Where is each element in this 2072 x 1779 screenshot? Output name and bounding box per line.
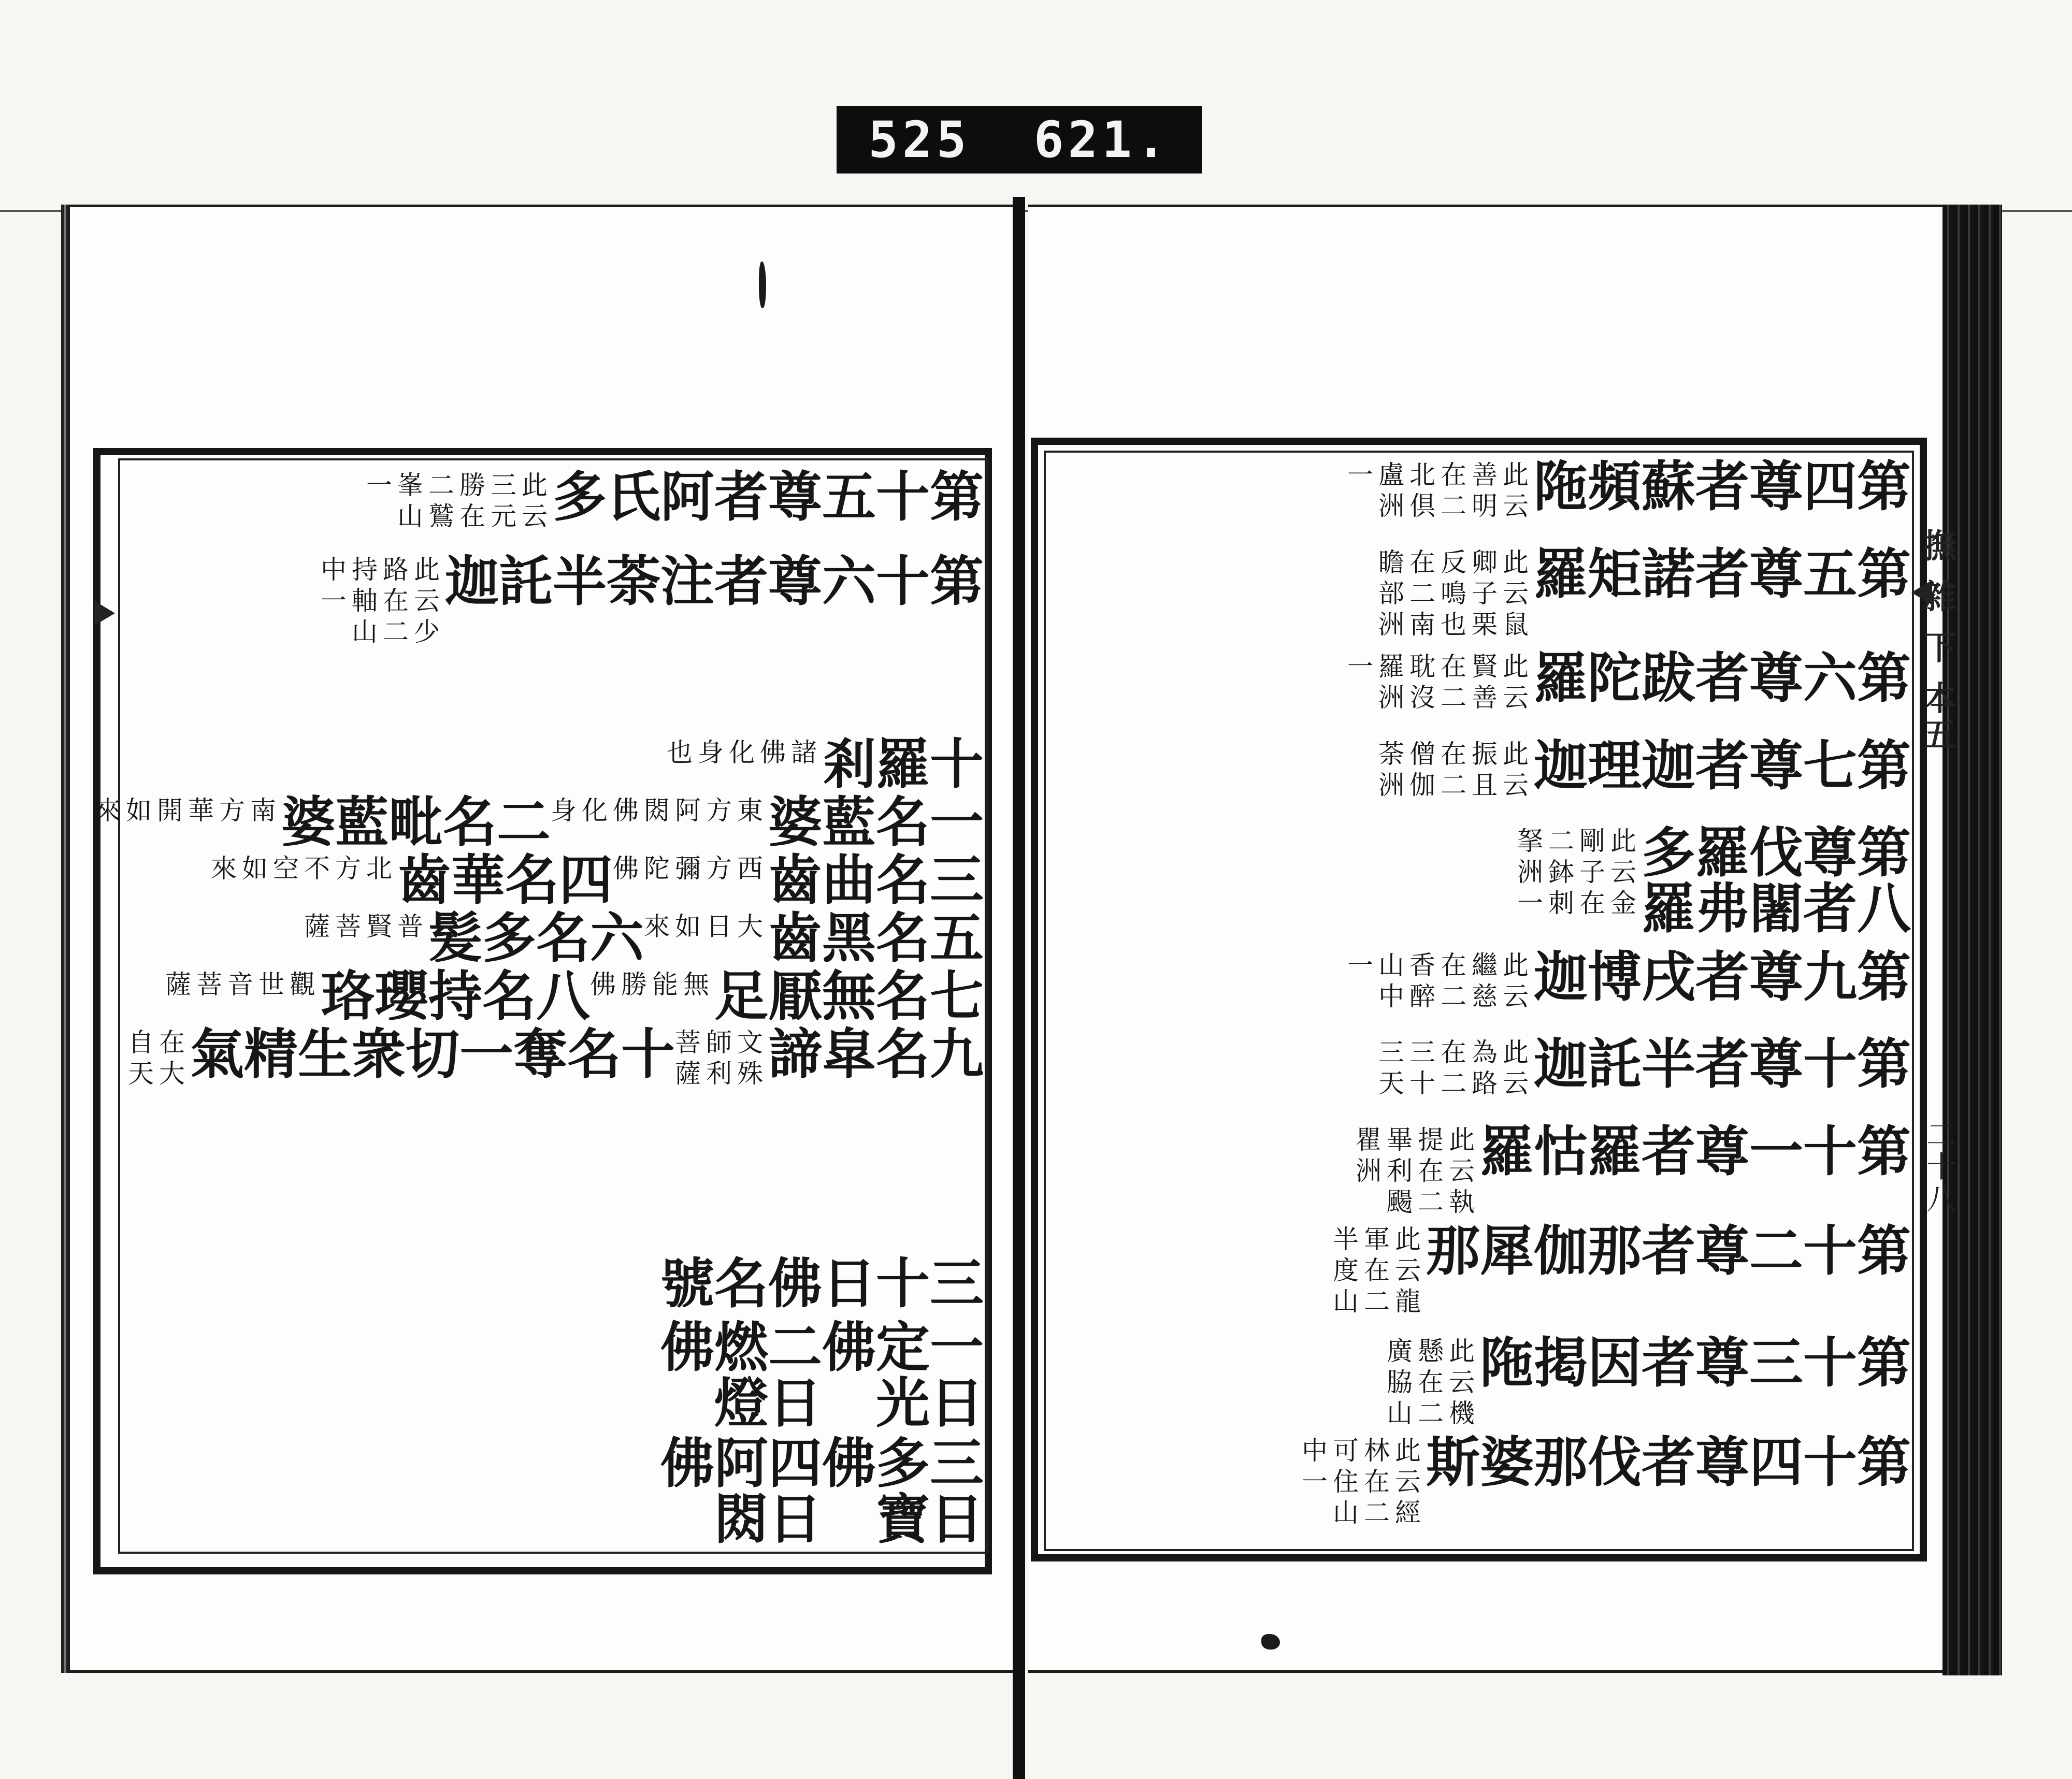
- rakshasi-name: 三名曲齒: [759, 851, 984, 907]
- text-column: [1383, 1332, 1911, 1431]
- rakshasi-name: 六名多髪: [419, 909, 644, 965]
- gloss-note: 觀世音菩薩: [161, 970, 315, 1002]
- gloss-note: 文殊師利菩薩: [671, 1028, 763, 1091]
- text-column: [124, 1023, 984, 1118]
- book-spine: [1013, 197, 1025, 1779]
- text-column: [1351, 1121, 1911, 1220]
- rakshasi-name: 五名黑齒: [759, 909, 984, 965]
- rakshasi-name: 八名持瓔珞: [311, 967, 591, 1023]
- right-page-text: [1052, 456, 1911, 1543]
- buddha-name: 二日燃燈佛: [651, 1318, 823, 1430]
- gloss-note: 北方不空如來: [207, 854, 392, 886]
- buddha-name: 三日多寶佛: [813, 1434, 984, 1546]
- rakshasi-name: 七名無厭足: [705, 967, 984, 1023]
- text-column: [1298, 1431, 1911, 1543]
- section-heading: 三十日佛名號: [651, 1254, 984, 1311]
- buddha-name: 四日阿閦佛: [651, 1434, 823, 1546]
- gloss-note: 東方阿閦佛化身: [546, 796, 763, 828]
- arhat-name: 第五尊者諾矩羅: [1524, 545, 1911, 601]
- right-page-folio: 二十八: [1921, 1119, 1956, 1215]
- text-column: [362, 466, 984, 551]
- text-column: [207, 849, 984, 907]
- text-column: [1343, 647, 1911, 735]
- arhat-name: 第六尊者跋陀羅: [1524, 649, 1911, 706]
- gloss-note: 此云金剛子在二鉢刺拏洲一: [1513, 827, 1636, 921]
- gloss-note: 此云鼠卿子栗反鳴也在二南瞻部洲: [1374, 548, 1529, 642]
- gloss-note: 無能勝佛: [586, 970, 709, 1002]
- text-column: [1374, 1033, 1911, 1121]
- gloss-note: 此云為路在二三十三天: [1374, 1038, 1529, 1101]
- gloss-note: 此云經林在二可住山中一: [1298, 1437, 1421, 1530]
- arhat-name: 第九尊者戌博迦: [1524, 948, 1911, 1004]
- gloss-note: 此云振且在二僧伽荼洲: [1374, 740, 1529, 802]
- rakshasi-name: 四名華齒: [388, 851, 613, 907]
- arhat-name: 第十二尊者那伽犀那: [1417, 1222, 1911, 1279]
- gloss-note: 此云三元勝在二鷲峯山一: [362, 471, 548, 533]
- rakshasi-name: 十名奪一切衆生精氣: [181, 1025, 675, 1081]
- arhat-name: 第十四尊者伐那婆斯: [1417, 1434, 1911, 1490]
- right-page-edge: [1942, 205, 2002, 1675]
- text-column: [316, 551, 984, 656]
- gloss-note: 此云龍軍在二半度山: [1329, 1225, 1421, 1319]
- text-column: [91, 791, 984, 849]
- rakshasi-name: 一名藍婆: [759, 793, 984, 849]
- gloss-note: 此云繼慈在二香醉山中一: [1343, 951, 1529, 1014]
- text-column: [651, 1253, 984, 1317]
- arhat-name: 第十三尊者因掲陁: [1471, 1334, 1911, 1391]
- text-column: [1374, 543, 1911, 647]
- text-column: [651, 1317, 984, 1433]
- gloss-note: 此云執提在二畢利颺瞿洲: [1351, 1126, 1475, 1220]
- arhat-name: 第十五尊者阿氏多: [543, 468, 984, 524]
- text-column: [1513, 822, 1911, 946]
- gloss-note: 此云善明在二北倶盧洲一: [1343, 461, 1529, 523]
- gloss-note: 此云賢善在二耽沒羅洲一: [1343, 653, 1529, 715]
- gloss-note: 此云機懸在二廣脇山: [1383, 1337, 1475, 1431]
- catalog-number-right: 621.: [1033, 111, 1170, 169]
- text-column: [1374, 735, 1911, 822]
- catalog-number-tag: [837, 106, 1202, 173]
- gloss-note: 西方彌陀佛: [609, 854, 763, 886]
- buddha-name: 一日定光佛: [813, 1318, 984, 1430]
- gloss-note: 此云少路在二持軸山中一: [316, 556, 440, 649]
- gloss-note: 在大自天: [124, 1028, 185, 1091]
- text-column: [663, 733, 984, 791]
- text-column: [1343, 456, 1911, 543]
- text-column: [1343, 946, 1911, 1034]
- gloss-note: 普賢菩薩: [300, 912, 423, 944]
- rakshasi-name: 九名皐諦: [759, 1025, 984, 1081]
- gloss-note: 南方華開如來: [91, 796, 276, 828]
- gloss-note: 諸佛化身也: [663, 738, 817, 770]
- arhat-name: 第十一尊者羅怙羅: [1471, 1123, 1911, 1179]
- rakshasi-name: 二名毗藍婆: [272, 793, 551, 849]
- catalog-number-left: 525: [868, 111, 971, 169]
- text-column: [300, 907, 984, 965]
- arhat-name: 第十尊者半託迦: [1524, 1035, 1911, 1092]
- text-column: [161, 965, 984, 1023]
- arhat-name: 第十六尊者注荼半託迦: [436, 553, 984, 609]
- arhat-name: 第七尊者迦理迦: [1524, 736, 1911, 793]
- left-page-text: [91, 466, 984, 1549]
- gloss-note: 大日如來: [640, 912, 763, 944]
- right-page-header: 撫 雜 下 本五: [1918, 528, 1956, 754]
- arhat-name: 第四尊者蘇頻陁: [1524, 458, 1911, 514]
- arhat-name: 第八尊者伐闍羅弗多羅: [1632, 824, 1911, 936]
- fold-mark-icon: [94, 601, 115, 626]
- ink-blot: [1261, 1634, 1280, 1650]
- text-column: [1329, 1220, 1911, 1332]
- text-column: [651, 1433, 984, 1549]
- section-heading: 十羅剎: [813, 735, 984, 791]
